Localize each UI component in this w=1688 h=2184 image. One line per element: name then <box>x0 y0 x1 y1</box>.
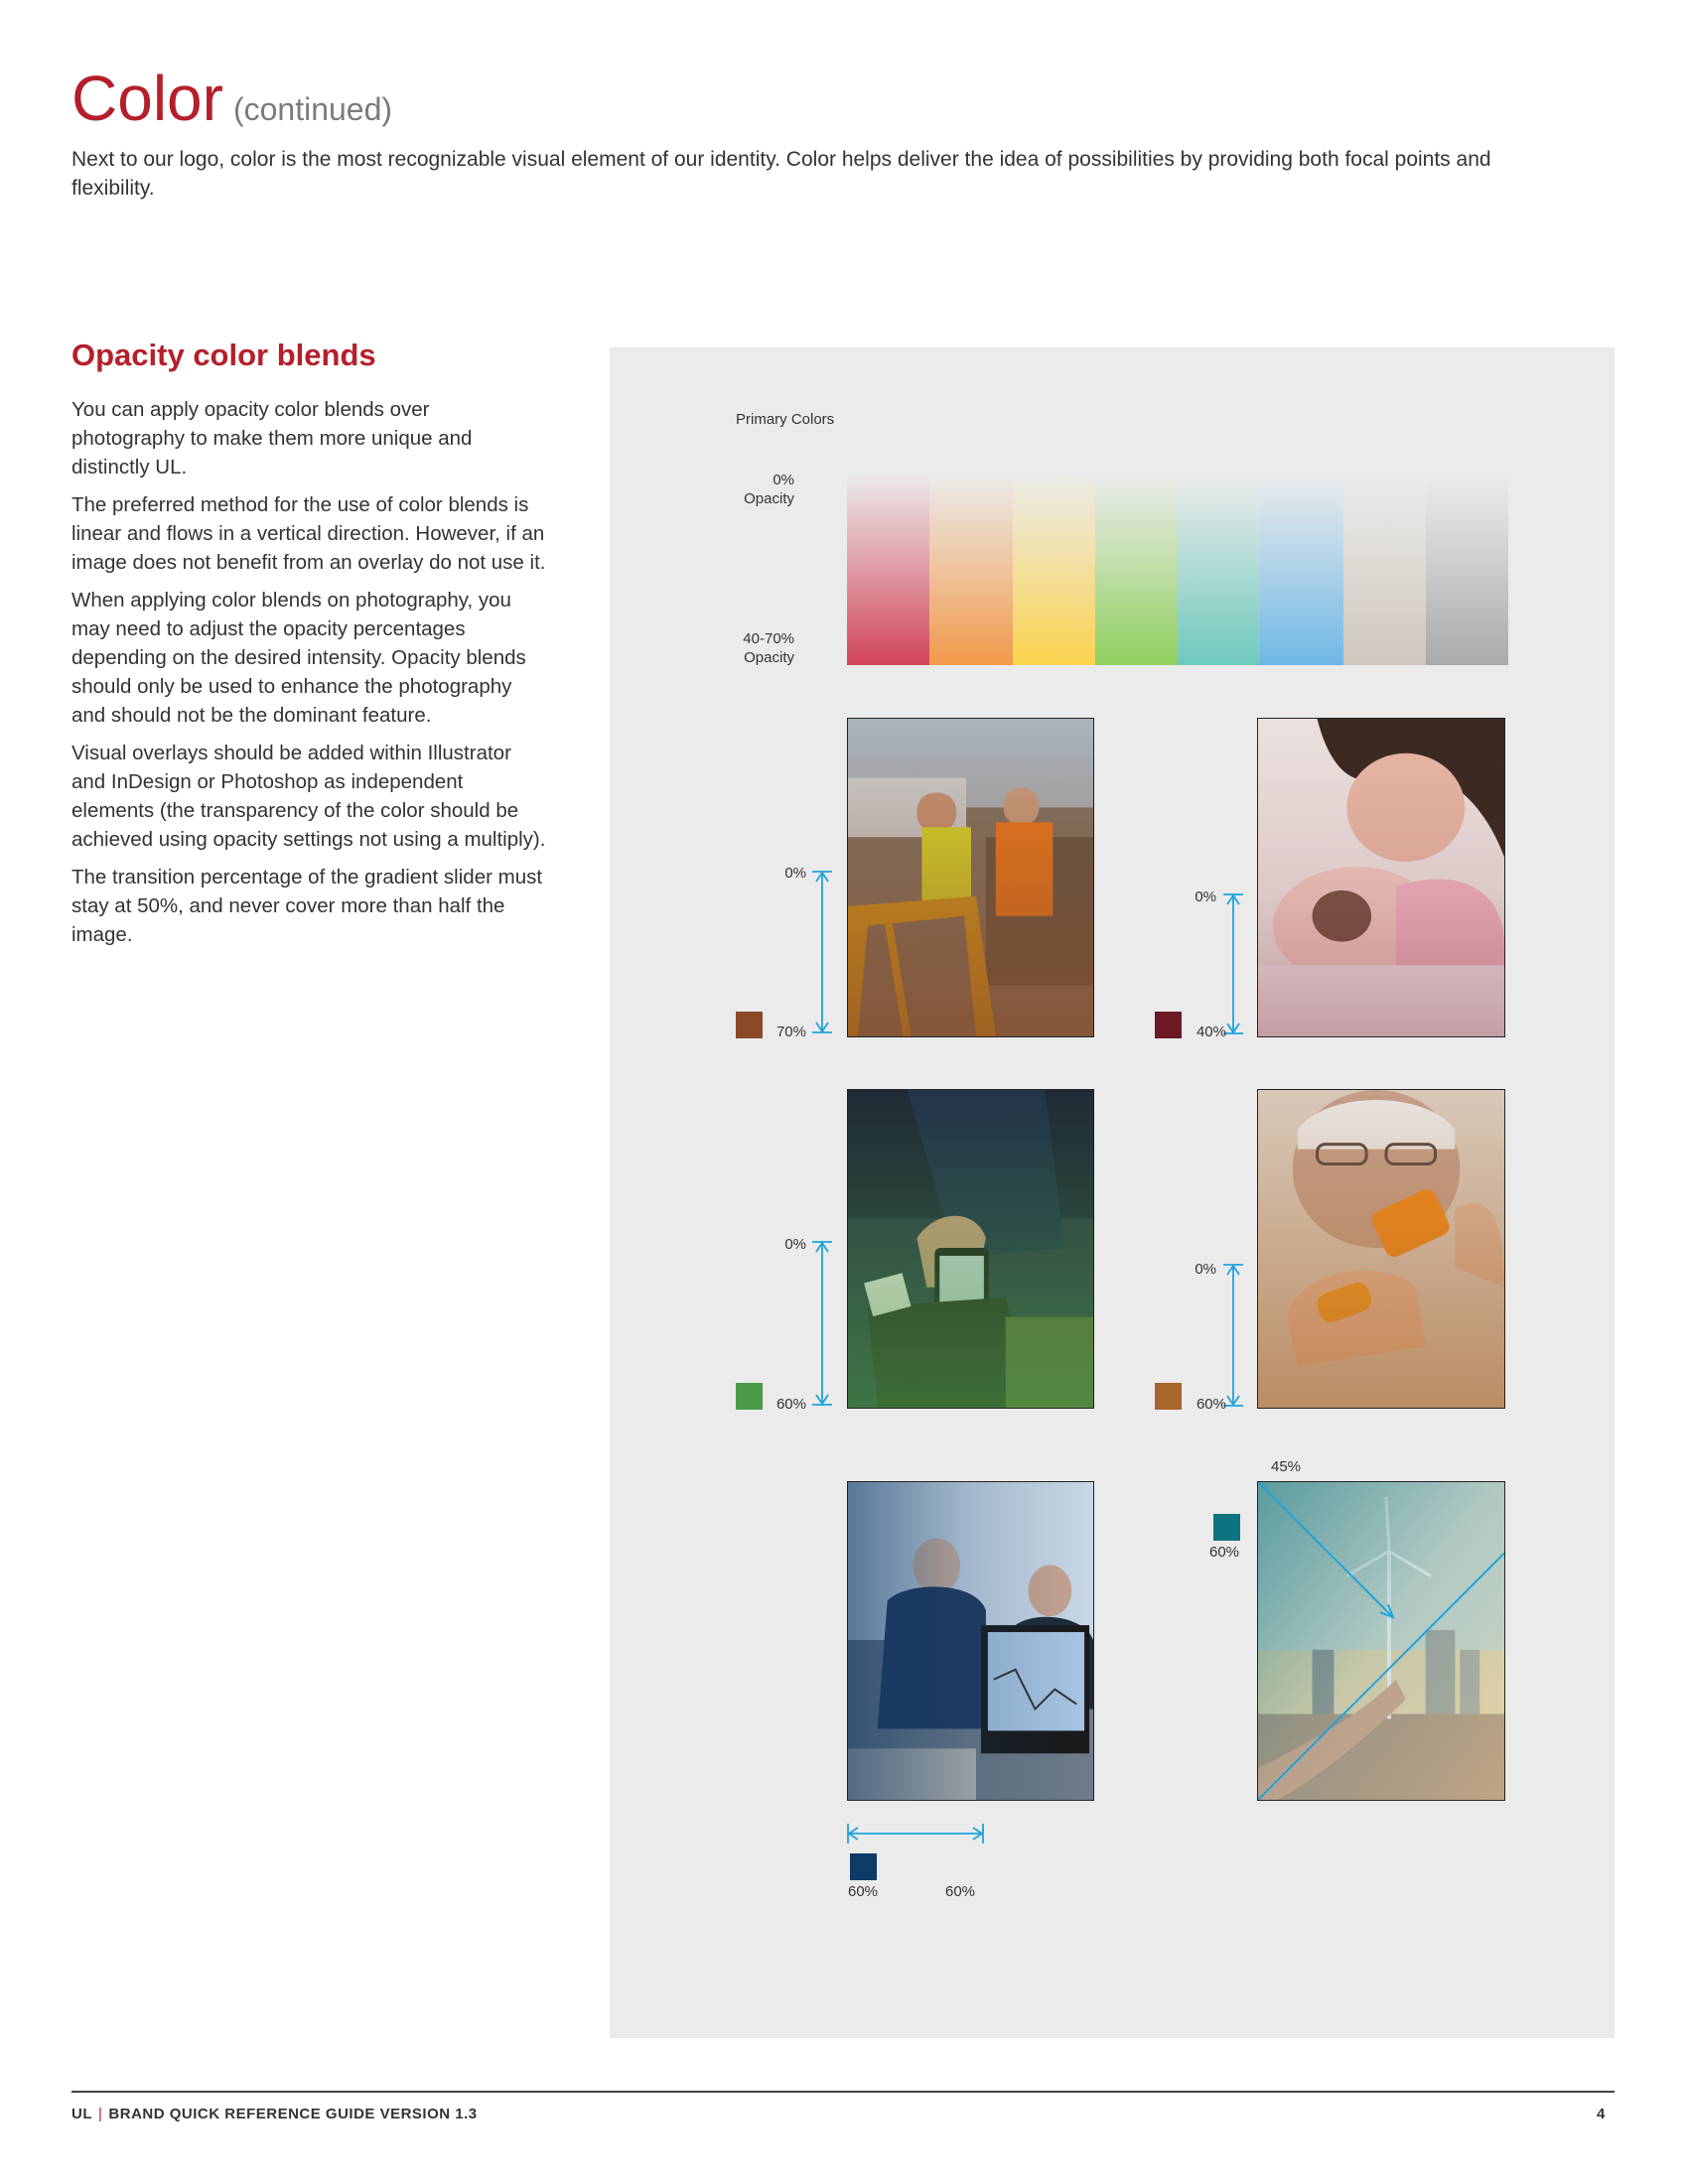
title-suffix: (continued) <box>232 91 393 127</box>
wind-turbine-illustration <box>1258 1482 1504 1800</box>
workers-gradient-arrow <box>804 864 854 1040</box>
color-bar-warm-gray <box>1343 474 1426 665</box>
payment-bottom-label: 60% <box>775 1396 806 1413</box>
payment-illustration <box>848 1090 1093 1408</box>
wind-turbine-value-label: 60% <box>1209 1544 1240 1561</box>
section-heading: Opacity color blends <box>71 338 376 372</box>
mother-baby-illustration <box>1258 719 1504 1036</box>
top-opacity-percent: 0% <box>773 472 794 488</box>
footer-text <box>71 2106 478 2122</box>
workers-swatch <box>736 1012 763 1038</box>
color-bar-orange <box>929 474 1012 665</box>
engineers-right-label: 60% <box>945 1883 976 1900</box>
mother-baby-bottom-label: 40% <box>1196 1024 1226 1040</box>
mother-baby-swatch <box>1155 1012 1182 1038</box>
photo-engineers <box>847 1481 1094 1801</box>
color-bar-yellow <box>1013 474 1095 665</box>
photo-payment <box>847 1089 1094 1409</box>
top-opacity-label <box>735 471 794 508</box>
primary-colors-label: Primary Colors <box>736 411 835 428</box>
engineers-gradient-arrow <box>842 1819 991 1848</box>
workers-top-label: 0% <box>784 865 806 882</box>
engineers-illustration <box>848 1482 1093 1800</box>
payment-top-label: 0% <box>784 1236 806 1253</box>
footer-guide-title: BRAND QUICK REFERENCE GUIDE VERSION 1.3 <box>108 2106 478 2122</box>
bottom-opacity-word: Opacity <box>744 649 794 666</box>
photo-mother-baby <box>1257 718 1505 1037</box>
body-paragraph: The preferred method for the use of color blends is linear and flows in a vertical direction. However, if an image does not benefit from an overlay do not use it. <box>71 493 546 574</box>
footer-separator: | <box>98 2106 103 2122</box>
footer-brand: UL <box>71 2106 92 2122</box>
pills-bottom-label: 60% <box>1196 1396 1226 1413</box>
color-bar-green <box>1095 474 1178 665</box>
body-paragraph: You can apply opacity color blends over photography to make them more unique and distinctly UL. <box>71 398 473 478</box>
photo-workers <box>847 718 1094 1037</box>
body-paragraph: When applying color blends on photography, you may need to adjust the opacity percentages depending on the desired intensity. Opacity blends should only be used to enhance the photography and should not be the dominant feature. <box>71 589 526 727</box>
pills-gradient-arrow <box>1221 1257 1266 1413</box>
photo-pills <box>1257 1089 1505 1409</box>
primary-colors-gradient-strip <box>847 474 1508 665</box>
engineers-swatch <box>850 1853 877 1880</box>
top-opacity-word: Opacity <box>744 490 794 507</box>
color-bar-teal <box>1178 474 1260 665</box>
page-number: 4 <box>1597 2106 1606 2122</box>
intro-paragraph: Next to our logo, color is the most recognizable visual element of our identity. Color helps deliver the idea of possibilities by providing both focal points and flexibility. <box>71 148 1491 200</box>
pills-swatch <box>1155 1383 1182 1410</box>
payment-gradient-arrow <box>804 1234 854 1413</box>
bottom-opacity-label <box>735 629 794 667</box>
footer-divider <box>71 2091 1615 2093</box>
color-bar-blue <box>1260 474 1342 665</box>
mother-baby-gradient-arrow <box>1221 887 1266 1040</box>
photo-wind-turbine <box>1257 1481 1505 1801</box>
body-paragraph: Visual overlays should be added within Illustrator and InDesign or Photoshop as independent elements (the transparency of the color should be achieved using opacity settings not using a multiply). <box>71 742 546 851</box>
workers-bottom-label: 70% <box>775 1024 806 1040</box>
wind-turbine-angle-label: 45% <box>1271 1458 1302 1475</box>
color-bar-red <box>847 474 929 665</box>
wind-turbine-swatch <box>1213 1514 1240 1541</box>
pills-illustration <box>1258 1090 1504 1408</box>
pills-top-label: 0% <box>1195 1261 1216 1278</box>
section-body <box>71 395 548 958</box>
payment-swatch <box>736 1383 763 1410</box>
body-paragraph: The transition percentage of the gradient slider must stay at 50%, and never cover more than half the image. <box>71 866 543 946</box>
mother-baby-top-label: 0% <box>1195 888 1216 905</box>
title-text: Color <box>71 63 223 134</box>
engineers-left-label: 60% <box>848 1883 879 1900</box>
workers-illustration <box>848 719 1093 1036</box>
bottom-opacity-percent: 40-70% <box>743 630 794 647</box>
page-title <box>71 62 392 135</box>
color-bar-gray <box>1426 474 1508 665</box>
